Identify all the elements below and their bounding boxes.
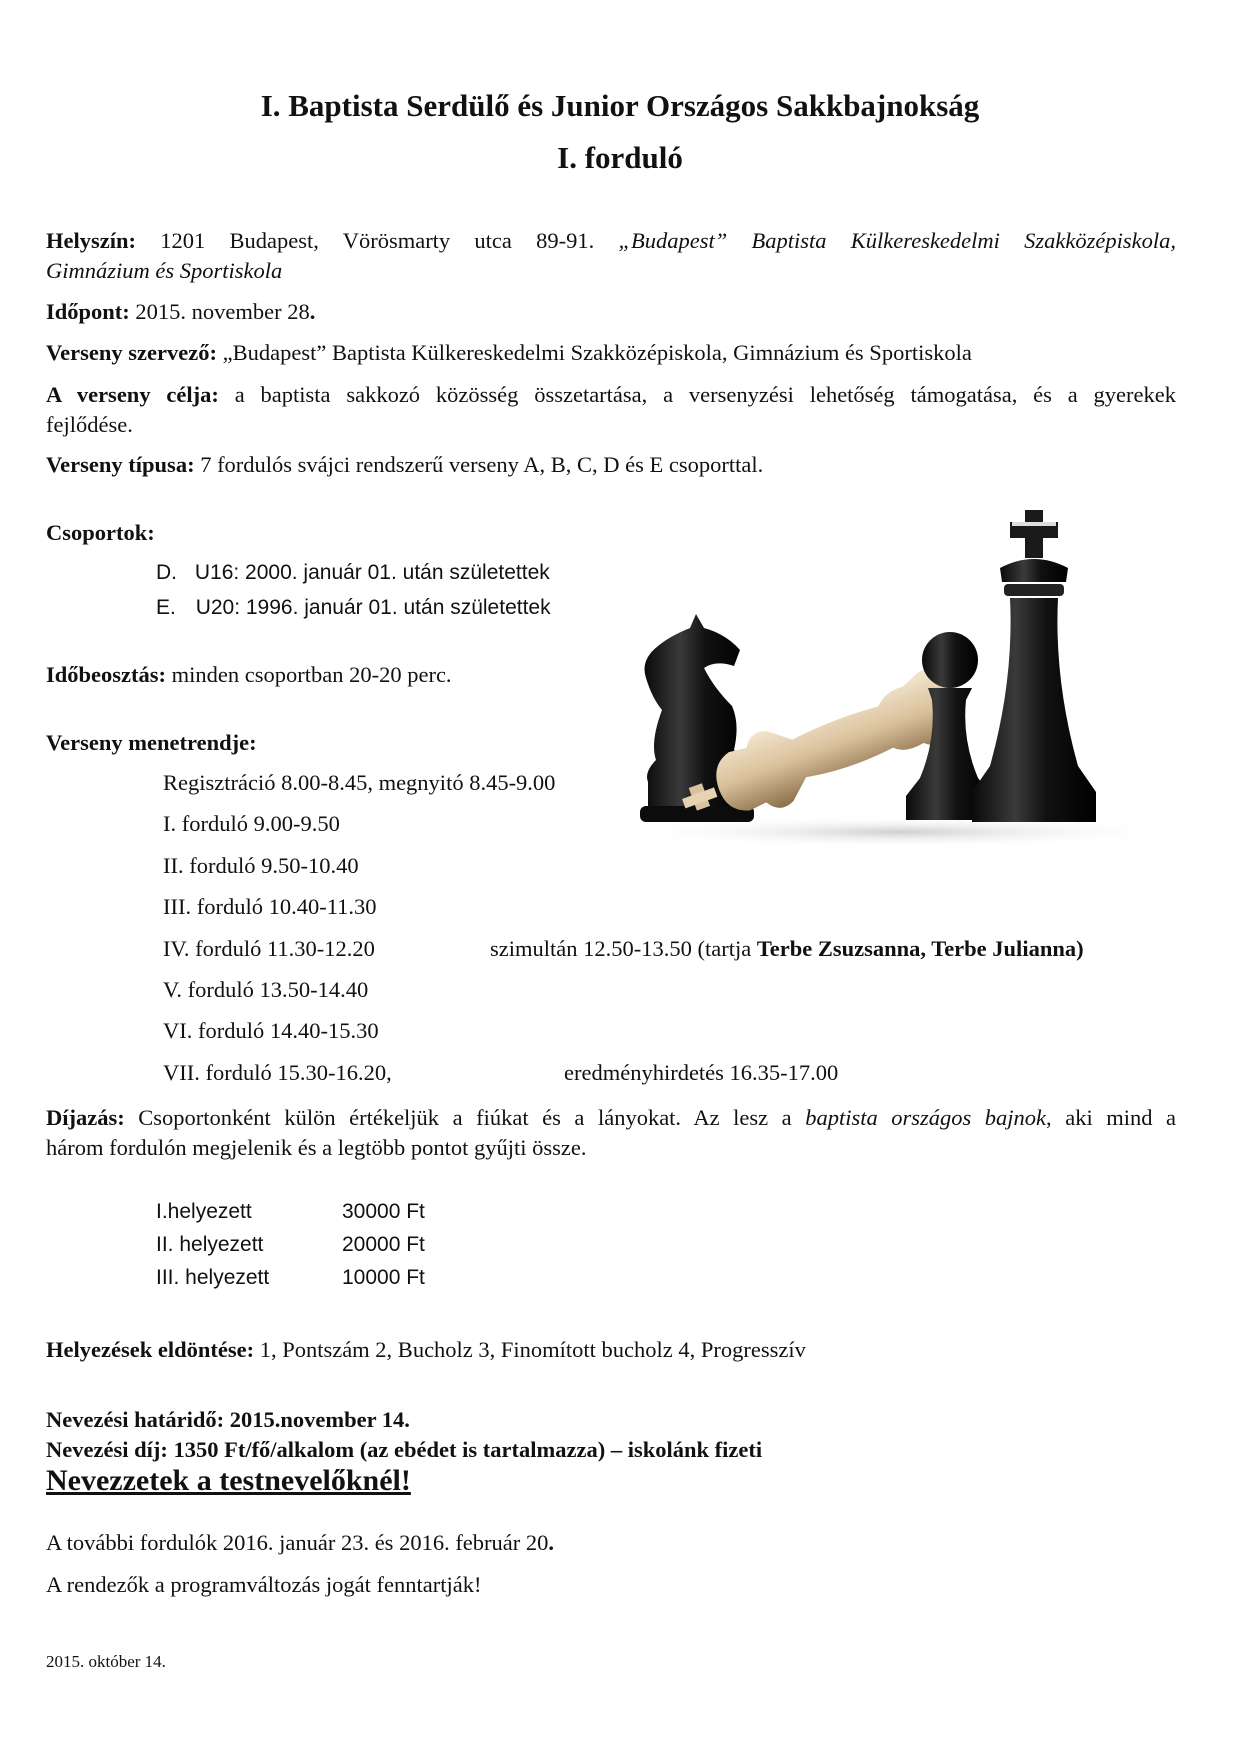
schedule-round: I. forduló 9.00-9.50 <box>163 811 340 836</box>
group-text: U20: 1996. január 01. után születettek <box>195 596 551 619</box>
prizes-label: Díjazás: <box>46 1105 125 1130</box>
prizes-text-cont: három fordulón megjelenik és a legtöbb pontot gyűjti össze. <box>46 1135 587 1160</box>
schedule-round: VI. forduló 14.40-15.30 <box>163 1018 379 1043</box>
simul-info <box>490 936 1084 962</box>
document-subtitle: I. forduló <box>557 140 683 175</box>
tiebreak-line <box>46 1335 1176 1365</box>
schedule-round: IV. forduló 11.30-12.20 <box>163 936 375 961</box>
prize-row <box>156 1200 425 1224</box>
further-rounds: A további fordulók 2016. január 23. és 2016. február 20. <box>46 1530 555 1555</box>
chess-pieces-image <box>600 510 1170 850</box>
champion-title: baptista országos bajnok <box>805 1105 1047 1130</box>
timing-label: Időbeosztás: <box>46 662 167 687</box>
timing-value: minden csoportban 20-20 perc. <box>171 662 452 687</box>
schedule-round: V. forduló 13.50-14.40 <box>163 977 369 1002</box>
group-letter: E. <box>156 596 176 619</box>
schedule-registration: Regisztráció 8.00-8.45, megnyitó 8.45-9.00 <box>163 770 556 795</box>
deadline-line: Nevezési határidő: 2015.november 14. <box>46 1407 410 1432</box>
schedule-label: Verseny menetrendje: <box>46 730 257 755</box>
fee-line: Nevezési díj: 1350 Ft/fő/alkalom (az ebédet is tartalmazza) – iskolánk fizeti <box>46 1437 763 1462</box>
prize-place: II. helyezett <box>156 1233 264 1256</box>
type-label: Verseny típusa: <box>46 452 195 477</box>
location-address: 1201 Budapest, Vörösmarty utca 89-91. <box>160 228 595 253</box>
organizer-label: Verseny szervező: <box>46 340 217 365</box>
goal-value: a baptista sakkozó közösség összetartása, a versenyzési lehetőség támogatása, és a gyerekek <box>234 382 1177 407</box>
groups-label: Csoportok: <box>46 520 155 545</box>
document-title: I. Baptista Serdülő és Junior Országos Sakkbajnokság <box>260 88 980 123</box>
prize-place: I.helyezett <box>156 1200 252 1223</box>
tiebreak-value: 1, Pontszám 2, Bucholz 3, Finomított bucholz 4, Progresszív <box>259 1337 806 1362</box>
date-line: Időpont: 2015. november 28. <box>46 299 316 324</box>
results-announcement: eredményhirdetés 16.35-17.00 <box>564 1060 839 1085</box>
goal-label: A verseny célja: <box>46 382 219 407</box>
type-line <box>46 450 1176 480</box>
prize-row <box>156 1233 425 1257</box>
location-label: Helyszín: <box>46 228 136 253</box>
prize-amount: 30000 Ft <box>342 1200 425 1223</box>
group-item <box>156 561 550 585</box>
organizer-line <box>46 338 1176 368</box>
prize-amount: 20000 Ft <box>342 1233 425 1256</box>
date-label: Időpont: <box>46 299 130 324</box>
reserve-notice: A rendezők a programváltozás jogát fenntartják! <box>46 1572 482 1597</box>
goal-value-cont: fejlődése. <box>46 412 133 437</box>
location-school: „Budapest” Baptista Külkereskedelmi Szakközépiskola, <box>618 228 1176 253</box>
location-paragraph <box>46 226 1176 286</box>
black-king-icon <box>972 510 1096 822</box>
prize-place: III. helyezett <box>156 1266 270 1289</box>
simul-text: szimultán 12.50-13.50 (tartja <box>490 936 757 961</box>
date-value: 2015. november 28 <box>135 299 310 324</box>
location-school-cont: Gimnázium és Sportiskola <box>46 258 283 283</box>
prize-row <box>156 1266 425 1290</box>
prizes-paragraph: Díjazás: Csoportonként külön értékeljük a fiúkat és a lányokat. Az lesz a baptista országos bajnok, aki mind a három fordulón megjelenik és a legtöbb pontot gyűjti össze. <box>46 1103 1176 1163</box>
group-letter: D. <box>156 561 177 584</box>
group-text: U16: 2000. január 01. után születettek <box>194 561 550 584</box>
type-value: 7 fordulós svájci rendszerű verseny A, B, C, D és E csoporttal. <box>200 452 764 477</box>
goal-paragraph <box>46 380 1176 440</box>
schedule-round: VII. forduló 15.30-16.20, <box>163 1060 392 1085</box>
schedule-round: III. forduló 10.40-11.30 <box>163 894 377 919</box>
organizer-value: „Budapest” Baptista Külkereskedelmi Szakközépiskola, Gimnázium és Sportiskola <box>222 340 972 365</box>
prize-amount: 10000 Ft <box>342 1266 425 1289</box>
enroll-notice: Nevezzetek a testnevelőknél! <box>46 1464 411 1497</box>
simul-names: Terbe Zsuzsanna, Terbe Julianna) <box>756 936 1084 961</box>
tiebreak-label: Helyezések eldöntése: <box>46 1337 255 1362</box>
schedule-round: II. forduló 9.50-10.40 <box>163 853 359 878</box>
group-item <box>156 596 551 620</box>
document-date: 2015. október 14. <box>46 1652 166 1671</box>
